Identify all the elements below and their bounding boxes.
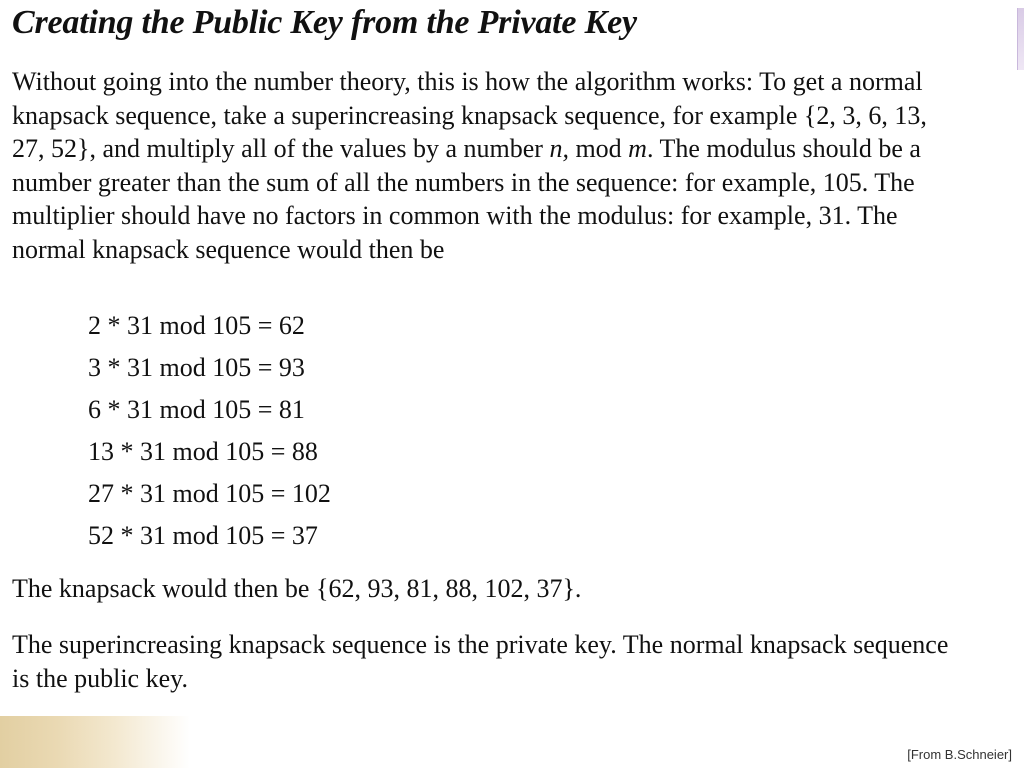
source-credit: [From B.Schneier] [907,747,1012,762]
intro-var-n: n, [549,134,569,164]
equation-line: 2 * 31 mod 105 = 62 [88,311,305,340]
equation-line: 6 * 31 mod 105 = 81 [88,395,305,424]
intro-text-part2: mod [568,134,629,164]
keys-statement: The superincreasing knapsack sequence is the private key. The normal knapsack sequence is the public key. [12,630,949,693]
intro-text-part3: . The modulus should be a number greater than the sum of all the numbers in the sequence: for example, 105. The multiplier should have no factors in common with the modulus: for example, 31. The normal knapsack sequence would then be [12,134,921,264]
equation-list [88,309,331,561]
equation-line: 52 * 31 mod 105 = 37 [88,521,318,550]
equation-line: 27 * 31 mod 105 = 102 [88,479,331,508]
corner-decoration [0,716,190,768]
intro-var-m: m [628,134,647,164]
slide-title: Creating the Public Key from the Private Key [12,4,637,41]
intro-paragraph [12,65,952,267]
edge-decoration [1017,8,1024,70]
knapsack-result: The knapsack would then be {62, 93, 81, 88, 102, 37}. [12,574,582,603]
equation-line: 3 * 31 mod 105 = 93 [88,353,305,382]
intro-text-part1: Without going into the number theory, this is how the algorithm works: To get a normal knapsack sequence, take a superincreasing knapsack sequence, for example {2, 3, 6, 13, 27, 52}, and multiply all of the values by a number [12,67,927,164]
equation-line: 13 * 31 mod 105 = 88 [88,437,318,466]
